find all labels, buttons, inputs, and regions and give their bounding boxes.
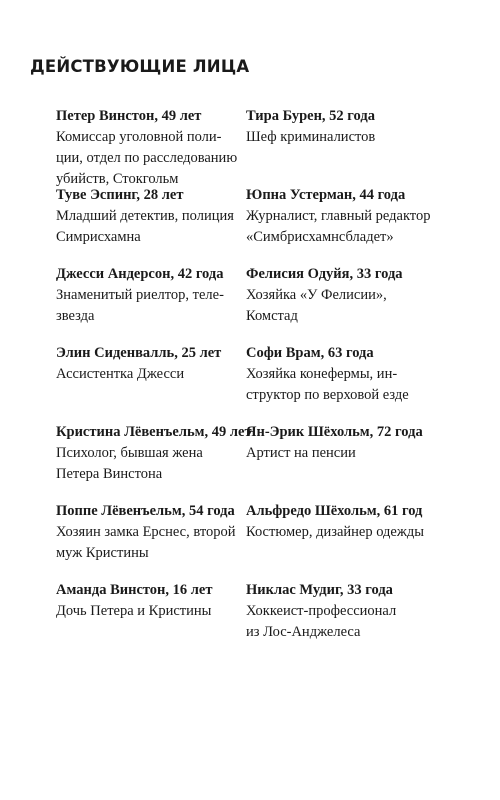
description-line: Дочь Петера и Кристины bbox=[56, 603, 212, 619]
character-list bbox=[56, 106, 456, 659]
character-name: Элин Сиденвалль, 25 лет bbox=[56, 345, 222, 361]
character-entry bbox=[56, 185, 246, 264]
character-entry bbox=[56, 343, 246, 422]
character-name: Софи Врам, 63 года bbox=[246, 345, 374, 361]
description-line: структор по верховой езде bbox=[246, 387, 409, 403]
character-name: Джесси Андерсон, 42 года bbox=[56, 266, 224, 282]
description-line: муж Кристины bbox=[56, 545, 149, 561]
character-entry bbox=[246, 185, 436, 264]
character-description bbox=[56, 601, 246, 622]
character-name: Тира Бурен, 52 года bbox=[246, 108, 375, 124]
description-line: Журналист, главный редактор bbox=[246, 208, 431, 224]
character-description bbox=[246, 522, 436, 543]
character-name: Кристина Лёвенъельм, 49 лет bbox=[56, 424, 252, 440]
description-line: Костюмер, дизайнер одежды bbox=[246, 524, 425, 540]
description-line: Симрисхамна bbox=[56, 229, 141, 245]
character-description bbox=[246, 443, 436, 464]
description-line: Хозяйка «У Фелисии», bbox=[246, 287, 387, 303]
description-line: Ассистентка Джесси bbox=[56, 366, 185, 382]
character-name: Туве Эспинг, 28 лет bbox=[56, 187, 184, 203]
description-line: Шеф криминалистов bbox=[246, 129, 376, 145]
description-line: убийств, Стокгольм bbox=[56, 171, 179, 187]
character-description bbox=[246, 285, 436, 327]
character-entry bbox=[56, 106, 246, 185]
description-line: Хозяин замка Ерснес, второй bbox=[56, 524, 236, 540]
description-line: Знаменитый риелтор, теле- bbox=[56, 287, 224, 303]
description-line: Хозяйка конефермы, ин- bbox=[246, 366, 398, 382]
character-name: Петер Винстон, 49 лет bbox=[56, 108, 202, 124]
description-line: Психолог, бывшая жена bbox=[56, 445, 203, 461]
character-name: Аманда Винстон, 16 лет bbox=[56, 582, 213, 598]
character-entry bbox=[246, 501, 436, 580]
character-entry bbox=[56, 422, 252, 501]
character-entry bbox=[246, 580, 436, 659]
description-line: из Лос-Анджелеса bbox=[246, 624, 361, 640]
character-entry bbox=[246, 264, 436, 343]
description-line: «Симбрисхамнсбладет» bbox=[246, 229, 394, 245]
character-name: Поппе Лёвенъельм, 54 года bbox=[56, 503, 235, 519]
character-entry bbox=[246, 106, 436, 185]
character-description bbox=[56, 443, 246, 485]
page-title: ДЕЙСТВУЮЩИЕ ЛИЦА bbox=[30, 57, 250, 76]
character-description bbox=[246, 206, 436, 248]
character-name: Юпна Устерман, 44 года bbox=[246, 187, 406, 203]
character-name: Фелисия Одуйя, 33 года bbox=[246, 266, 403, 282]
character-description bbox=[56, 522, 246, 564]
character-description bbox=[246, 601, 436, 643]
character-description bbox=[246, 364, 436, 406]
character-entry bbox=[56, 264, 246, 343]
character-name: Ян-Эрик Шёхольм, 72 года bbox=[246, 424, 423, 440]
character-entry bbox=[246, 422, 436, 501]
description-line: ции, отдел по расследованию bbox=[56, 150, 238, 166]
description-line: Комиссар уголовной поли- bbox=[56, 129, 222, 145]
character-entry bbox=[246, 343, 436, 422]
character-name: Альфредо Шёхольм, 61 год bbox=[246, 503, 423, 519]
description-line: Артист на пенсии bbox=[246, 445, 356, 461]
description-line: Младший детектив, полиция bbox=[56, 208, 234, 224]
character-entry bbox=[56, 580, 246, 659]
character-description bbox=[56, 364, 246, 385]
description-line: Комстад bbox=[246, 308, 298, 324]
character-name: Никлас Мудиг, 33 года bbox=[246, 582, 393, 598]
character-entry bbox=[56, 501, 246, 580]
character-description bbox=[56, 127, 246, 190]
description-line: Петера Винстона bbox=[56, 466, 163, 482]
description-line: Хоккеист-профессионал bbox=[246, 603, 397, 619]
character-description bbox=[246, 127, 436, 148]
description-line: звезда bbox=[56, 308, 95, 324]
character-description bbox=[56, 206, 246, 248]
character-description bbox=[56, 285, 246, 327]
